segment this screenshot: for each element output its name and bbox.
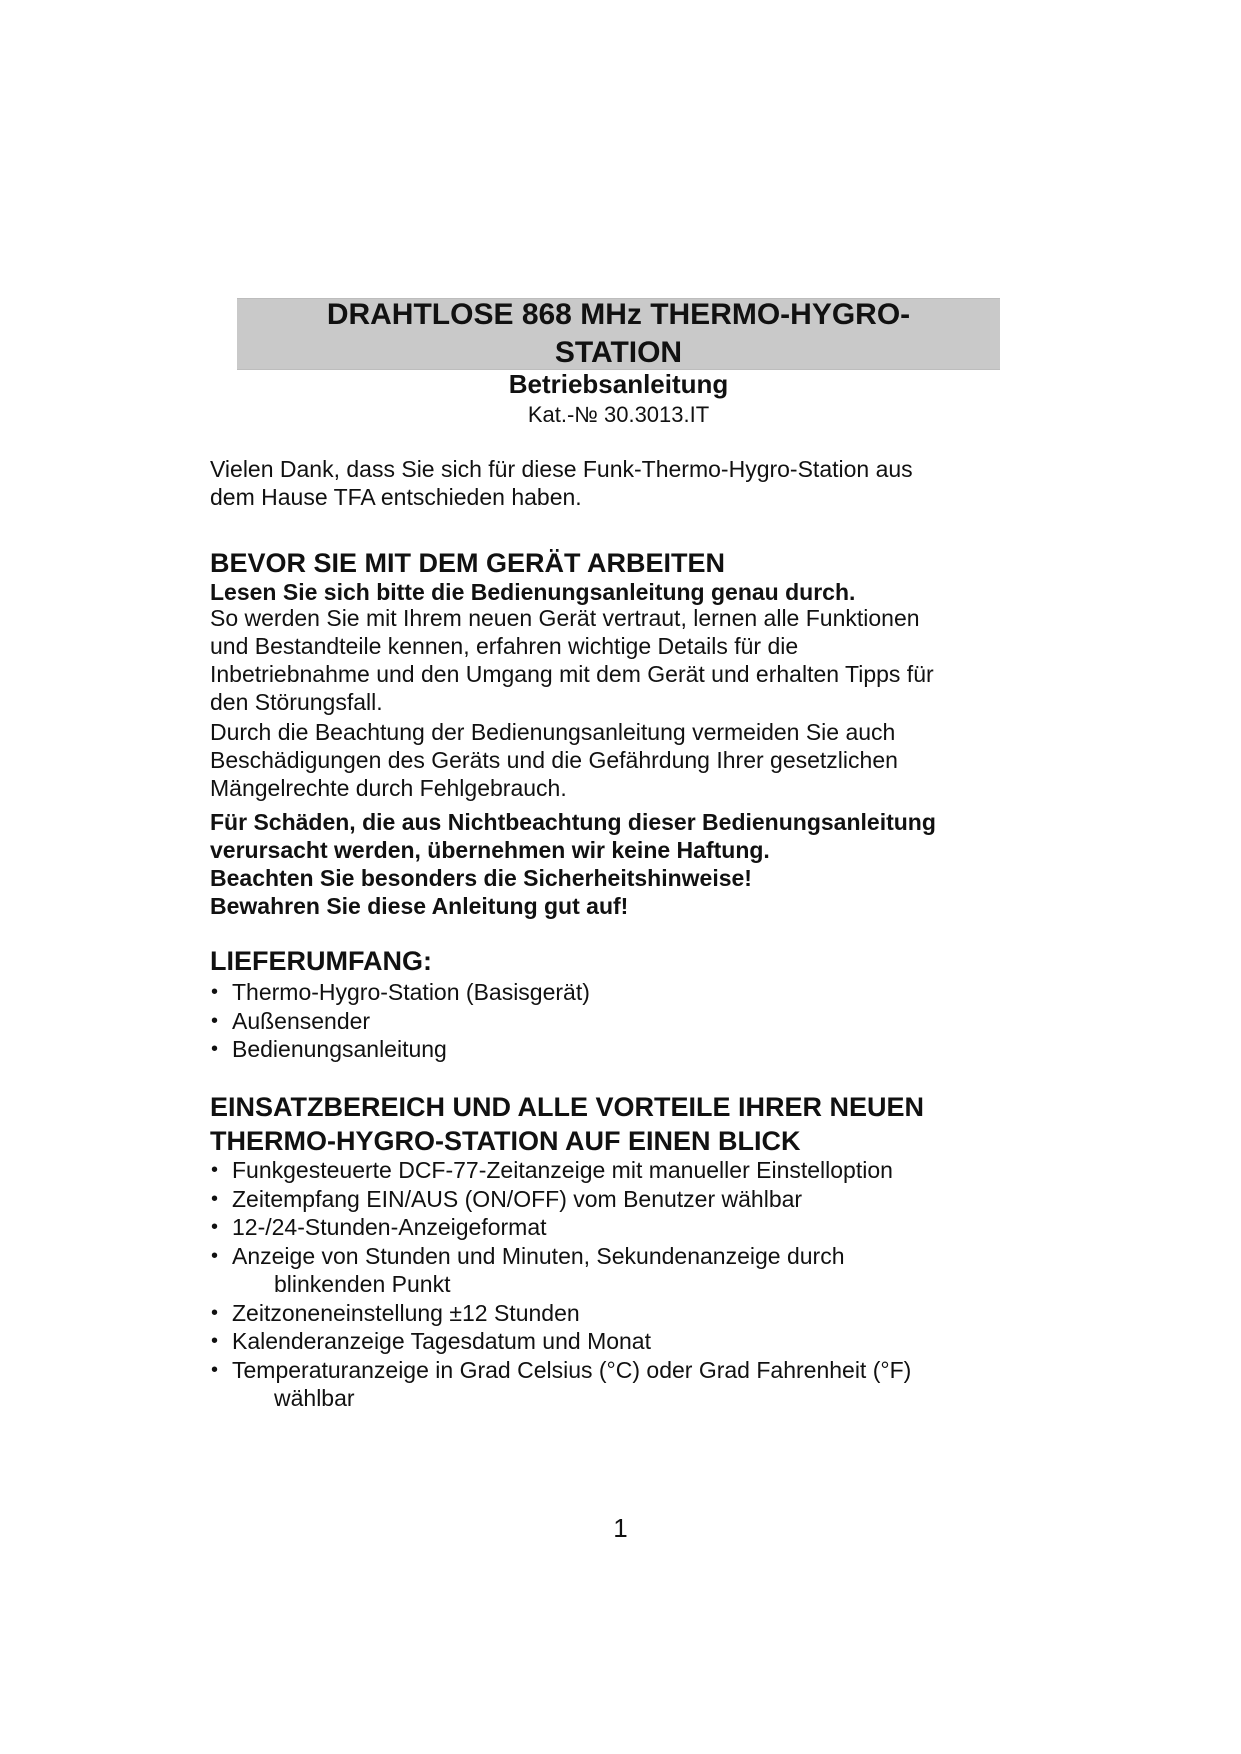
paragraph-line: So werden Sie mit Ihrem neuen Gerät vertraut, lernen alle Funktionen	[210, 605, 920, 631]
warning-line: verursacht werden, übernehmen wir keine Haftung.	[210, 837, 770, 863]
catalog-number: Kat.-№ 30.3013.IT	[527, 402, 710, 427]
list-item: • Funkgesteuerte DCF-77-Zeitanzeige mit manueller Einstelloption	[210, 1156, 1010, 1185]
list-item: • 12-/24-Stunden-Anzeigeformat	[210, 1213, 1010, 1242]
paragraph-line: Durch die Beachtung der Bedienungsanleitung vermeiden Sie auch	[210, 719, 896, 745]
title-line-2: STATION	[554, 336, 683, 369]
paragraph-line: Beschädigungen des Geräts und die Gefährdung Ihrer gesetzlichen	[210, 747, 898, 773]
document-title	[237, 296, 1000, 372]
intro-line: dem Hause TFA entschieden haben.	[210, 484, 582, 510]
paragraph-line: den Störungsfall.	[210, 689, 383, 715]
delivery-list	[210, 978, 1010, 1064]
list-item: • Kalenderanzeige Tagesdatum und Monat	[210, 1327, 1010, 1356]
paragraph-familiarize	[210, 604, 1010, 716]
list-item: • Zeitzoneneinstellung ±12 Stunden	[210, 1299, 1010, 1328]
title-line-1: DRAHTLOSE 868 MHz THERMO-HYGRO-	[326, 298, 911, 331]
warning-line: Bewahren Sie diese Anleitung gut auf!	[210, 893, 629, 919]
list-item: • Bedienungsanleitung	[210, 1035, 1010, 1064]
list-item: • Temperaturanzeige in Grad Celsius (°C) oder Grad Fahrenheit (°F) wählbar	[210, 1356, 1010, 1413]
heading-delivery: LIEFERUMFANG:	[210, 946, 432, 976]
list-item-continuation: wählbar	[274, 1385, 355, 1411]
list-item: • Außensender	[210, 1007, 1010, 1036]
page-number: 1	[613, 1513, 628, 1543]
paragraph-line: Mängelrechte durch Fehlgebrauch.	[210, 775, 567, 801]
features-list	[210, 1156, 1010, 1413]
warning-line: Für Schäden, die aus Nichtbeachtung dieser Bedienungsanleitung	[210, 809, 936, 835]
heading-before-use: BEVOR SIE MIT DEM GERÄT ARBEITEN	[210, 548, 726, 578]
document-subtitle: Betriebsanleitung	[508, 369, 729, 399]
paragraph-line: und Bestandteile kennen, erfahren wichtige Details für die	[210, 633, 799, 659]
paragraph-damages	[210, 718, 1010, 802]
paragraph-line: Inbetriebnahme und den Umgang mit dem Gerät und erhalten Tipps für	[210, 661, 934, 687]
heading-features	[210, 1090, 1010, 1158]
intro-line: Vielen Dank, dass Sie sich für diese Funk-Thermo-Hygro-Station aus	[210, 456, 913, 482]
list-item: • Zeitempfang EIN/AUS (ON/OFF) vom Benutzer wählbar	[210, 1185, 1010, 1214]
heading-line: EINSATZBEREICH UND ALLE VORTEILE IHRER NEUEN	[210, 1092, 925, 1122]
list-item: • Anzeige von Stunden und Minuten, Sekundenanzeige durch blinkenden Punkt	[210, 1242, 1010, 1299]
warning-line: Beachten Sie besonders die Sicherheitshinweise!	[210, 865, 752, 891]
liability-warnings	[210, 808, 1010, 920]
list-item: • Thermo-Hygro-Station (Basisgerät)	[210, 978, 1010, 1007]
list-item-continuation: blinkenden Punkt	[274, 1271, 451, 1297]
intro-paragraph	[210, 455, 1010, 511]
heading-line: THERMO-HYGRO-STATION AUF EINEN BLICK	[210, 1126, 801, 1156]
read-manual-note: Lesen Sie sich bitte die Bedienungsanleitung genau durch.	[210, 579, 856, 605]
